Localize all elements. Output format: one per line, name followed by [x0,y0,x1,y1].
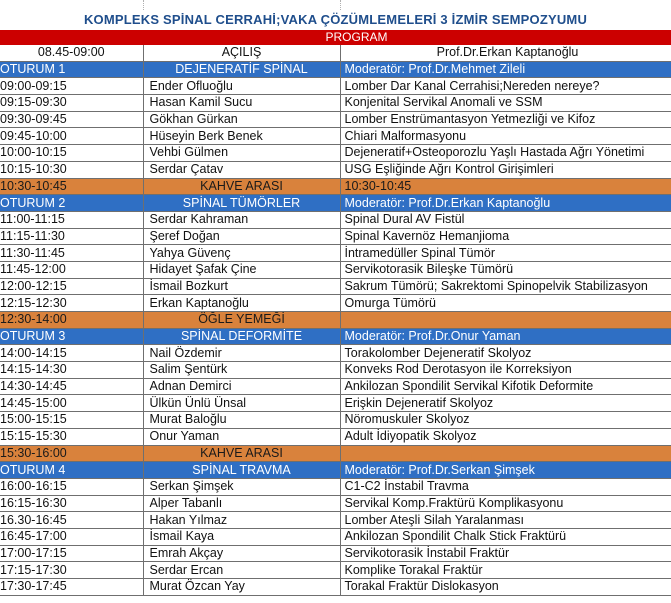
talk-time: 11:15-11:30 [0,228,143,245]
speaker-name: Hasan Kamil Sucu [143,95,340,112]
talk-row [0,345,671,362]
program-banner [0,30,671,45]
talk-time: 14:00-14:15 [0,345,143,362]
top-grid-lines [0,0,671,10]
opening-time: 08.45-09:00 [0,45,143,61]
talk-title: Torakal Fraktür Dislokasyon [340,579,671,596]
speaker-name: Şeref Doğan [143,228,340,245]
break-label: KAHVE ARASI [143,178,340,195]
talk-title: Servikal Komp.Fraktürü Komplikasyonu [340,495,671,512]
talk-row [0,128,671,145]
talk-time: 16:45-17:00 [0,528,143,545]
break-row [0,178,671,195]
speaker-name: Nail Özdemir [143,345,340,362]
session-topic: SPİNAL TRAVMA [143,462,340,479]
talk-row [0,278,671,295]
speaker-name: İsmail Kaya [143,528,340,545]
talk-row [0,545,671,562]
speaker-name: Alper Tabanlı [143,495,340,512]
speaker-name: Ülkün Ünlü Ünsal [143,395,340,412]
talk-time: 14:45-15:00 [0,395,143,412]
talk-time: 10:15-10:30 [0,161,143,178]
session-header-row [0,61,671,78]
break-label: KAHVE ARASI [143,445,340,462]
break-time: 15:30-16:00 [0,445,143,462]
speaker-name: Murat Özcan Yay [143,579,340,596]
talk-row [0,428,671,445]
talk-title: Adult İdiyopatik Skolyoz [340,428,671,445]
talk-time: 16.30-16:45 [0,512,143,529]
talk-time: 15:00-15:15 [0,412,143,429]
talk-row [0,228,671,245]
talk-time: 09:15-09:30 [0,95,143,112]
speaker-name: Serkan Şimşek [143,478,340,495]
speaker-name: Erkan Kaptanoğlu [143,295,340,312]
talk-title: Nöromuskuler Skolyoz [340,412,671,429]
speaker-name: Ender Ofluoğlu [143,78,340,95]
talk-row [0,478,671,495]
talk-title: Servikotorasik İnstabil Fraktür [340,545,671,562]
talk-title: Omurga Tümörü [340,295,671,312]
session-name: OTURUM 4 [0,462,143,479]
page-title: KOMPLEKS SPİNAL CERRAHİ;VAKA ÇÖZÜMLEMELERİ 3 İZMİR SEMPOZYUMU [83,12,588,27]
session-header-row [0,462,671,479]
talk-row [0,111,671,128]
speaker-name: Serdar Çatav [143,161,340,178]
session-topic: DEJENERATİF SPİNAL [143,61,340,78]
talk-row [0,412,671,429]
talk-time: 17:30-17:45 [0,579,143,596]
talk-title: Chiari Malformasyonu [340,128,671,145]
session-moderator: Moderatör: Prof.Dr.Onur Yaman [340,328,671,345]
program-label: PROGRAM [325,30,388,44]
talk-title: USG Eşliğinde Ağrı Kontrol Girişimleri [340,161,671,178]
session-name: OTURUM 2 [0,195,143,212]
talk-time: 17:15-17:30 [0,562,143,579]
talk-title: Sakrum Tümörü; Sakrektomi Spinopelvik Stabilizasyon [340,278,671,295]
talk-title: Spinal Kavernöz Hemanjioma [340,228,671,245]
break-note [340,312,671,329]
speaker-name: Emrah Akçay [143,545,340,562]
talk-row [0,245,671,262]
talk-title: İntramedüller Spinal Tümör [340,245,671,262]
session-name: OTURUM 1 [0,61,143,78]
break-note: 10:30-10:45 [340,178,671,195]
session-header-row [0,328,671,345]
talk-time: 14:15-14:30 [0,362,143,379]
speaker-name: İsmail Bozkurt [143,278,340,295]
opening-row [0,45,671,61]
break-row [0,312,671,329]
break-time: 10:30-10:45 [0,178,143,195]
talk-time: 17:00-17:15 [0,545,143,562]
talk-row [0,295,671,312]
session-header-row [0,195,671,212]
talk-title: Konjenital Servikal Anomali ve SSM [340,95,671,112]
talk-time: 09:30-09:45 [0,111,143,128]
talk-row [0,145,671,162]
talk-title: Lomber Dar Kanal Cerrahisi;Nereden nereye? [340,78,671,95]
speaker-name: Murat Baloğlu [143,412,340,429]
talk-title: Lomber Ateşli Silah Yaralanması [340,512,671,529]
talk-row [0,378,671,395]
break-label: ÖĞLE YEMEĞİ [143,312,340,329]
talk-row [0,362,671,379]
session-moderator: Moderatör: Prof.Dr.Serkan Şimşek [340,462,671,479]
talk-title: Konveks Rod Derotasyon ile Korreksiyon [340,362,671,379]
speaker-name: Yahya Güvenç [143,245,340,262]
opening-title: AÇILIŞ [143,45,340,61]
talk-time: 16:00-16:15 [0,478,143,495]
session-topic: SPİNAL TÜMÖRLER [143,195,340,212]
talk-row [0,395,671,412]
speaker-name: Gökhan Gürkan [143,111,340,128]
talk-row [0,579,671,596]
speaker-name: Adnan Demirci [143,378,340,395]
talk-row [0,161,671,178]
talk-time: 15:15-15:30 [0,428,143,445]
talk-time: 14:30-14:45 [0,378,143,395]
talk-row [0,562,671,579]
schedule-table [0,45,671,596]
talk-row [0,95,671,112]
speaker-name: Serdar Kahraman [143,211,340,228]
session-name: OTURUM 3 [0,328,143,345]
talk-title: Spinal Dural AV Fistül [340,211,671,228]
talk-row [0,211,671,228]
break-time: 12:30-14:00 [0,312,143,329]
opening-speaker: Prof.Dr.Erkan Kaptanoğlu [340,45,671,61]
break-note [340,445,671,462]
speaker-name: Hakan Yılmaz [143,512,340,529]
talk-row [0,261,671,278]
talk-time: 11:30-11:45 [0,245,143,262]
talk-title: C1-C2 İnstabil Travma [340,478,671,495]
speaker-name: Onur Yaman [143,428,340,445]
session-topic: SPİNAL DEFORMİTE [143,328,340,345]
talk-time: 16:15-16:30 [0,495,143,512]
talk-title: Lomber Enstrümantasyon Yetmezliği ve Kifoz [340,111,671,128]
speaker-name: Vehbi Gülmen [143,145,340,162]
talk-title: Erişkin Dejeneratif Skolyoz [340,395,671,412]
talk-time: 12:00-12:15 [0,278,143,295]
talk-row [0,495,671,512]
talk-row [0,528,671,545]
talk-time: 11:45-12:00 [0,261,143,278]
talk-title: Servikotorasik Bileşke Tümörü [340,261,671,278]
talk-title: Ankilozan Spondilit Chalk Stick Fraktürü [340,528,671,545]
talk-row [0,512,671,529]
speaker-name: Hidayet Şafak Çine [143,261,340,278]
talk-time: 11:00-11:15 [0,211,143,228]
talk-row [0,78,671,95]
talk-title: Ankilozan Spondilit Servikal Kifotik Deformite [340,378,671,395]
talk-time: 09:00-09:15 [0,78,143,95]
session-moderator: Moderatör: Prof.Dr.Mehmet Zileli [340,61,671,78]
speaker-name: Serdar Ercan [143,562,340,579]
talk-time: 12:15-12:30 [0,295,143,312]
talk-title: Dejeneratif+Osteoporozlu Yaşlı Hastada Ağrı Yönetimi [340,145,671,162]
speaker-name: Salim Şentürk [143,362,340,379]
talk-title: Torakolomber Dejeneratif Skolyoz [340,345,671,362]
talk-title: Komplike Torakal Fraktür [340,562,671,579]
talk-time: 10:00-10:15 [0,145,143,162]
session-moderator: Moderatör: Prof.Dr.Erkan Kaptanoğlu [340,195,671,212]
speaker-name: Hüseyin Berk Benek [143,128,340,145]
talk-time: 09:45-10:00 [0,128,143,145]
break-row [0,445,671,462]
